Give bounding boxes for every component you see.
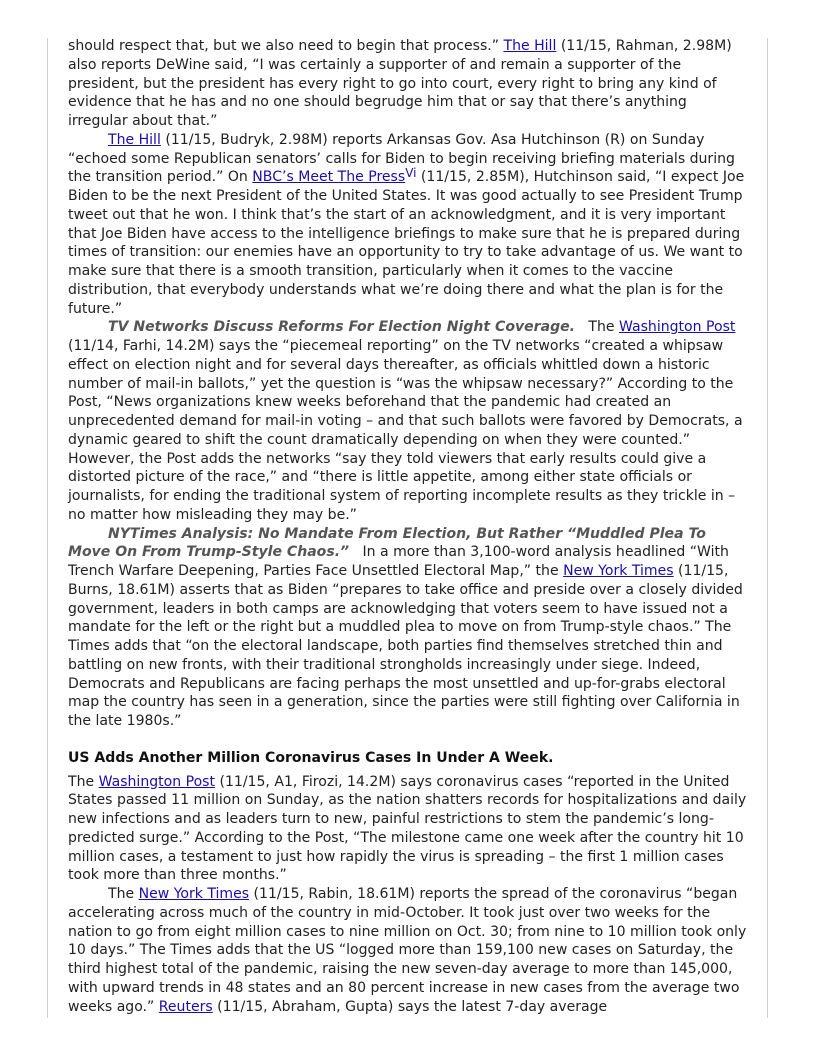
paragraph-dewine: should respect that, but we also need to begin that process.” The Hill (11/15, Rahman, 2.98M) also reports DeWine said, “I was certainly a supporter of and remain a supporter of the president, but the president has every right to go into court, every right to bring any kind of evidence that he has and no one should begrudge him that or say that there’s anything irregular about that.” — [68, 38, 732, 129]
video-marker[interactable]: Vi — [405, 166, 417, 181]
paragraph-nytimes-analysis: NYTimes Analysis: No Mandate From Election, But Rather “Muddled Plea To Move On From Trump-Style Chaos.” In a more than 3,100-word analysis headlined “With Trench Warfare Deepening, Parties Face Unsettled Electoral Map,” the New York Times (11/15, Burns, 18.61M) asserts that as Biden “prepares to take office and preside over a closely divided government, leaders in both camps are acknowledging that voters seem to have issued not a mandate for the left or the right but a muddled plea to move on from Trump-style chaos.” The Times adds that “on the electoral landscape, both parties find themselves stretched thin and battling on new fronts, with their traditional strongholds increasingly under siege. Indeed, Democrats and Republicans are facing perhaps the most unsettled and up-for-grabs electoral map the country has seen in a generation, since the parties were still fighting over California in the late 1980s.” — [68, 525, 743, 729]
link-nbc-meet-the-press[interactable]: NBC’s Meet The Press — [252, 169, 406, 186]
paragraph-hutchinson: The Hill (11/15, Budryk, 2.98M) reports Arkansas Gov. Asa Hutchinson (R) on Sunday “echoed some Republican senators’ calls for Biden to begin receiving briefing materials during the transition period.” On NBC’s Meet The Press$^{Vi}$ (11/15, 2.85M), Hutchinson said, “I expect Joe Biden to be the next President of the United States. It was good actually to see President Trump tweet out that he won. I think that’s the start of an acknowledgment, and it is very important that Joe Biden have access to the intelligence briefings to make sure that he is prepared during times of transition: our enemies have an opportunity to try to take advantage of us. We want to make sure that there is a smooth transition, particularly when it comes to the vaccine distribution, that everybody understands what we’re doing there and what the plan is for the future.” — [68, 131, 745, 317]
story-headline: TV Networks Discuss Reforms For Election Night Coverage. — [108, 319, 575, 336]
link-washington-post[interactable]: Washington Post — [619, 319, 736, 336]
paragraph-cases-nyt: The New York Times (11/15, Rabin, 18.61M) reports the spread of the coronavirus “began accelerating across much of the country in mid-October. It took just over two weeks for the nation to go from eight million cases to nine million on Oct. 30; from nine to 10 million took only 10 days.” The Times adds that the US “logged more than 159,100 new cases on Saturday, the third highest total of the pandemic, raising the new seven-day average to more than 145,000, with upward trends in 48 states and an 80 percent increase in new cases from the average two weeks ago.” Reuters (11/15, Abraham, Gupta) says the latest 7-day average — [68, 886, 747, 1015]
link-washington-post[interactable]: Washington Post — [98, 773, 215, 790]
section-heading: US Adds Another Million Coronavirus Cases In Under A Week. — [68, 749, 554, 766]
paragraph-cases-wapo: The Washington Post (11/15, A1, Firozi, 14.2M) says coronavirus cases “reported in the United States passed 11 million on Sunday, as the nation shatters records for hospitalizations and daily new infections and as leaders turn to new, painful restrictions to stem the pandemic’s long-predicted surge.” According to the Post, “The milestone came one week after the country hit 10 million cases, a testament to just how rapidly the virus is spreading – the first 1 million cases took more than three months.” — [68, 773, 747, 884]
link-the-hill[interactable]: The Hill — [108, 131, 161, 148]
link-new-york-times[interactable]: New York Times — [138, 886, 250, 902]
right-margin-rule — [767, 38, 768, 1018]
document-body — [68, 37, 748, 1016]
paragraph-tv-networks: TV Networks Discuss Reforms For Election Night Coverage. The Washington Post (11/14, Farhi, 14.2M) says the “piecemeal reporting” on the TV networks “created a whipsaw effect on election night and for several days thereafter, as officials whittled down a historic number of mail-in ballots,” yet the question is “was the whipsaw necessary?” According to the Post, “News organizations knew weeks beforehand that the pandemic had created an unprecedented demand for mail-in voting – and that such ballots were favored by Democrats, a dynamic geared to shift the count dramatically depending on when they were counted.” However, the Post adds the networks “say they told viewers that early results could give a distorted picture of the race,” and “there is little appetite, among either state officials or journalists, for ending the traditional system of reporting incomplete results as they trickle in – no matter how misleading they may be.” — [68, 319, 743, 523]
link-reuters[interactable]: Reuters — [158, 998, 213, 1015]
left-margin-rule — [47, 38, 48, 1018]
link-new-york-times[interactable]: New York Times — [563, 563, 674, 579]
story-headline: NYTimes Analysis: No Mandate From Election, But Rather “Muddled Plea To Move On From Trump-Style Chaos.” — [68, 525, 706, 561]
link-the-hill[interactable]: The Hill — [503, 38, 557, 54]
